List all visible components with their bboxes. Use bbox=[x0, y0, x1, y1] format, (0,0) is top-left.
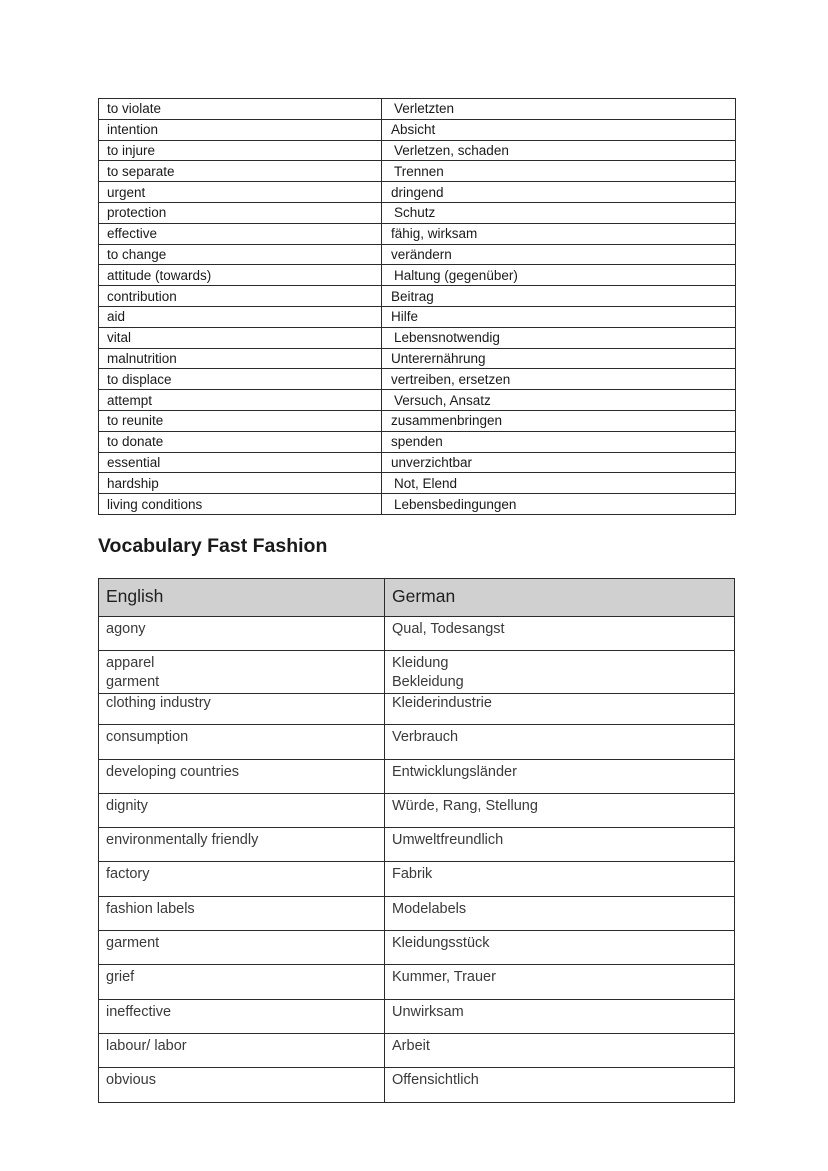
german-cell: Offensichtlich bbox=[385, 1068, 735, 1102]
english-cell: garment bbox=[99, 931, 385, 965]
table-row bbox=[99, 348, 736, 369]
german-cell: dringend bbox=[382, 182, 736, 203]
german-column-header: German bbox=[385, 579, 735, 617]
english-cell: obvious bbox=[99, 1068, 385, 1102]
english-cell: dignity bbox=[99, 793, 385, 827]
english-cell: urgent bbox=[99, 182, 382, 203]
english-cell: ineffective bbox=[99, 999, 385, 1033]
english-cell: factory bbox=[99, 862, 385, 896]
english-cell: to donate bbox=[99, 431, 382, 452]
german-cell: Haltung (gegenüber) bbox=[382, 265, 736, 286]
german-cell: fähig, wirksam bbox=[382, 223, 736, 244]
table-row bbox=[99, 759, 735, 793]
english-term: garment bbox=[106, 674, 160, 691]
german-cell: Lebensbedingungen bbox=[382, 494, 736, 515]
german-term: Bekleidung bbox=[392, 674, 464, 691]
table-row bbox=[99, 617, 735, 651]
table-row bbox=[99, 99, 736, 120]
german-cell: Arbeit bbox=[385, 1033, 735, 1067]
german-cell: Verletzen, schaden bbox=[382, 140, 736, 161]
german-cell: Versuch, Ansatz bbox=[382, 390, 736, 411]
vocab-table-general bbox=[98, 98, 736, 515]
table-row bbox=[99, 494, 736, 515]
german-cell: Qual, Todesangst bbox=[385, 617, 735, 651]
english-column-header: English bbox=[99, 579, 385, 617]
table-row bbox=[99, 725, 735, 759]
table-row bbox=[99, 1068, 735, 1102]
english-cell: to separate bbox=[99, 161, 382, 182]
english-cell: essential bbox=[99, 452, 382, 473]
table-row bbox=[99, 265, 736, 286]
english-cell: living conditions bbox=[99, 494, 382, 515]
english-cell bbox=[99, 651, 385, 694]
german-cell: Verbrauch bbox=[385, 725, 735, 759]
german-cell: zusammenbringen bbox=[382, 410, 736, 431]
english-cell: to reunite bbox=[99, 410, 382, 431]
table-row bbox=[99, 119, 736, 140]
table-row bbox=[99, 431, 736, 452]
table-row bbox=[99, 140, 736, 161]
english-cell: to injure bbox=[99, 140, 382, 161]
english-cell: effective bbox=[99, 223, 382, 244]
german-cell: Fabrik bbox=[385, 862, 735, 896]
english-cell: clothing industry bbox=[99, 694, 385, 725]
table-row bbox=[99, 896, 735, 930]
table-row bbox=[99, 862, 735, 896]
german-cell bbox=[385, 651, 735, 694]
table-row bbox=[99, 202, 736, 223]
english-term: apparel bbox=[106, 655, 155, 672]
english-cell: labour/ labor bbox=[99, 1033, 385, 1067]
english-cell: hardship bbox=[99, 473, 382, 494]
english-cell: vital bbox=[99, 327, 382, 348]
table-row bbox=[99, 327, 736, 348]
table-row bbox=[99, 651, 735, 694]
table-row bbox=[99, 473, 736, 494]
german-cell: Lebensnotwendig bbox=[382, 327, 736, 348]
table-row bbox=[99, 369, 736, 390]
table-row bbox=[99, 182, 736, 203]
english-cell: grief bbox=[99, 965, 385, 999]
english-cell: attitude (towards) bbox=[99, 265, 382, 286]
german-cell: Trennen bbox=[382, 161, 736, 182]
table-row bbox=[99, 828, 735, 862]
german-cell: Kleiderindustrie bbox=[385, 694, 735, 725]
english-cell: contribution bbox=[99, 286, 382, 307]
table-row bbox=[99, 452, 736, 473]
english-cell: fashion labels bbox=[99, 896, 385, 930]
english-cell: developing countries bbox=[99, 759, 385, 793]
german-term: Kleidung bbox=[392, 655, 449, 672]
section-heading: Vocabulary Fast Fashion bbox=[98, 535, 328, 557]
english-cell: malnutrition bbox=[99, 348, 382, 369]
german-cell: spenden bbox=[382, 431, 736, 452]
german-cell: verändern bbox=[382, 244, 736, 265]
english-cell: aid bbox=[99, 306, 382, 327]
english-cell: protection bbox=[99, 202, 382, 223]
english-cell: environmentally friendly bbox=[99, 828, 385, 862]
english-cell: attempt bbox=[99, 390, 382, 411]
table-row bbox=[99, 694, 735, 725]
vocab-table-fast-fashion bbox=[98, 578, 735, 1103]
german-cell: Not, Elend bbox=[382, 473, 736, 494]
german-cell: Beitrag bbox=[382, 286, 736, 307]
english-cell: to change bbox=[99, 244, 382, 265]
german-cell: Umweltfreundlich bbox=[385, 828, 735, 862]
german-cell: Unterernährung bbox=[382, 348, 736, 369]
english-cell: intention bbox=[99, 119, 382, 140]
german-cell: Würde, Rang, Stellung bbox=[385, 793, 735, 827]
table-row bbox=[99, 244, 736, 265]
german-cell: Verletzten bbox=[382, 99, 736, 120]
table-row bbox=[99, 306, 736, 327]
german-cell: Unwirksam bbox=[385, 999, 735, 1033]
table-row bbox=[99, 793, 735, 827]
table-row bbox=[99, 223, 736, 244]
german-cell: Absicht bbox=[382, 119, 736, 140]
table-header-row bbox=[99, 579, 735, 617]
german-cell: Kummer, Trauer bbox=[385, 965, 735, 999]
german-cell: unverzichtbar bbox=[382, 452, 736, 473]
table-row bbox=[99, 931, 735, 965]
german-cell: Kleidungsstück bbox=[385, 931, 735, 965]
english-cell: consumption bbox=[99, 725, 385, 759]
german-cell: Entwicklungsländer bbox=[385, 759, 735, 793]
table-row bbox=[99, 1033, 735, 1067]
table-row bbox=[99, 410, 736, 431]
german-cell: vertreiben, ersetzen bbox=[382, 369, 736, 390]
table-row bbox=[99, 965, 735, 999]
english-cell: agony bbox=[99, 617, 385, 651]
english-cell: to displace bbox=[99, 369, 382, 390]
table-row bbox=[99, 999, 735, 1033]
table-row bbox=[99, 390, 736, 411]
table-row bbox=[99, 286, 736, 307]
german-cell: Modelabels bbox=[385, 896, 735, 930]
german-cell: Schutz bbox=[382, 202, 736, 223]
english-cell: to violate bbox=[99, 99, 382, 120]
table-row bbox=[99, 161, 736, 182]
german-cell: Hilfe bbox=[382, 306, 736, 327]
